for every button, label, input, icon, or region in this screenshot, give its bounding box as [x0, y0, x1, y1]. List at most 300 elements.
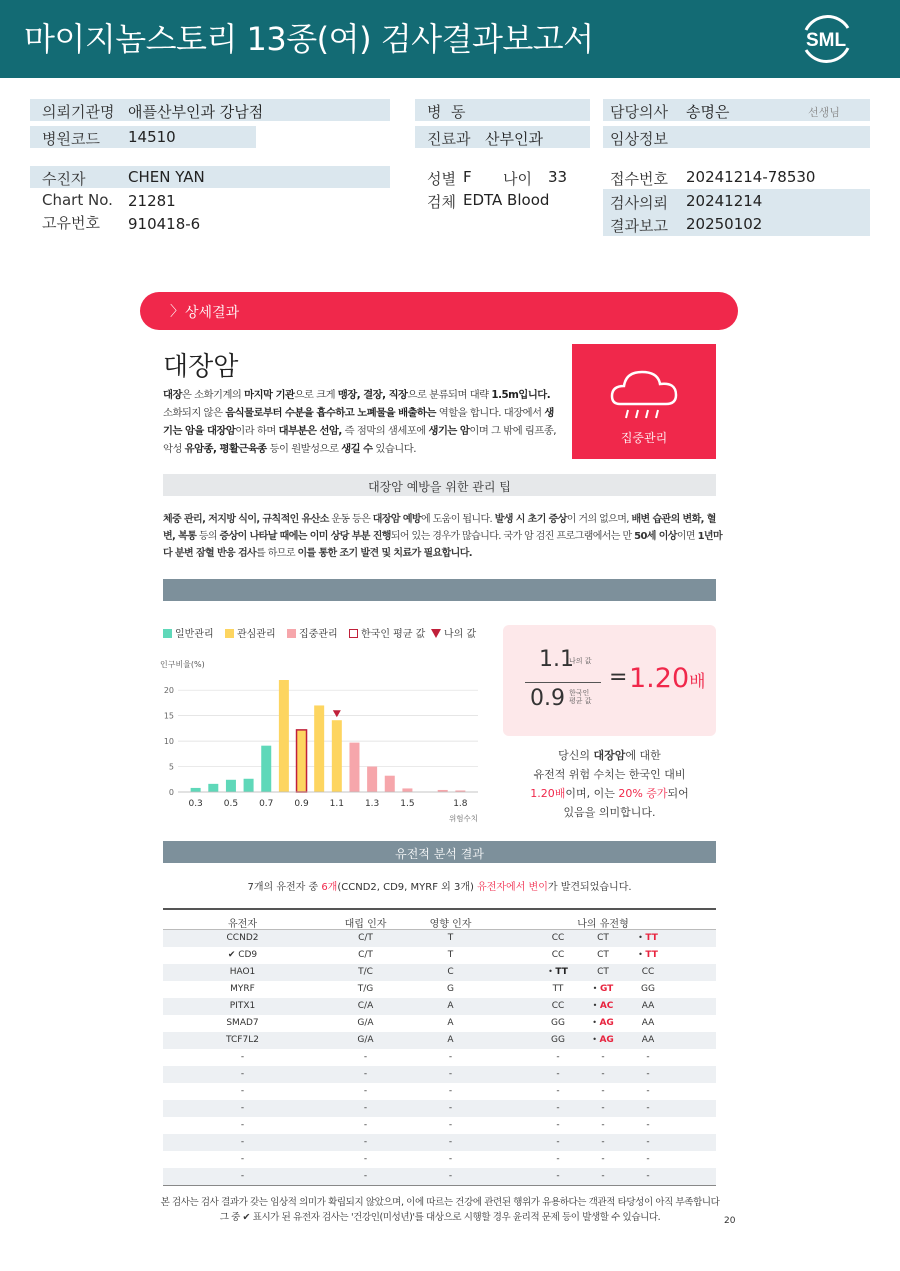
genotype: CT [597, 933, 609, 943]
triangle-down-icon [431, 629, 441, 638]
disclaimer [120, 1195, 760, 1225]
risk-distribution-chart [160, 655, 490, 830]
check-icon: ✔ [227, 950, 239, 960]
effect-allele: - [448, 1137, 453, 1147]
table-row [163, 1015, 716, 1032]
legend-label: 관심관리 [237, 629, 276, 640]
table-row [163, 1049, 716, 1066]
legend-swatch [287, 629, 296, 638]
legend-item [431, 625, 476, 640]
table-row [163, 1100, 716, 1117]
table-row [163, 1151, 716, 1168]
disclaimer-line1: 본 검사는 검사 결과가 갖는 임상적 의미가 확립되지 않았으며, 이에 따르는 건강에 관련된 행위가 유용하다는 객관적 타당성이 아직 부족합니다 [160, 1197, 720, 1208]
chart-bar [314, 705, 324, 792]
x-tick-label: 1.3 [364, 799, 380, 809]
text-run: 1년마다 분변 잠혈 반응 검사 [163, 531, 723, 559]
tips-title: 대장암 예방을 위한 관리 팁 [368, 480, 511, 494]
legend-outline-swatch [349, 629, 358, 638]
text-run: 으로 분류되며 대략 [407, 389, 492, 401]
x-tick-label: 1.5 [400, 799, 415, 809]
effect-allele: - [448, 1154, 453, 1164]
gene-name [200, 933, 285, 943]
text-run: 마지막 기관 [244, 389, 295, 401]
gene-label: HAO1 [229, 967, 256, 977]
my-genotype: TT [645, 950, 658, 960]
sml-logo-icon [796, 10, 856, 68]
unique-id-label: 고유번호 [42, 214, 100, 232]
summary-ratio: 1.20배 [530, 787, 566, 800]
legend-label: 일반관리 [175, 629, 214, 640]
allele: G/A [357, 1035, 374, 1045]
header-gene: 유전자 [228, 919, 257, 930]
effect-allele: A [447, 1001, 454, 1011]
gene-summary [163, 878, 716, 893]
chart-bar [349, 743, 359, 792]
genotype: - [646, 1052, 650, 1062]
text-run: 생기는 암 [428, 425, 470, 437]
gene-label: - [240, 1103, 245, 1113]
gene-label: CD9 [238, 950, 258, 960]
text-run: 대장 [163, 389, 182, 401]
chart-bar [208, 784, 218, 792]
genotype: CC [551, 933, 565, 943]
x-tick-label: 1.1 [329, 799, 344, 809]
chart-bar [332, 720, 342, 792]
logo-text: SML [805, 30, 847, 51]
gene-name [200, 1018, 285, 1028]
legend-item [163, 625, 214, 640]
genotype [583, 1001, 623, 1011]
receipt-value: 20241214-78530 [686, 168, 816, 186]
legend-item [349, 625, 425, 640]
chart-bar [191, 788, 201, 792]
gene-label: - [240, 1052, 245, 1062]
header-effect: 영향 인자 [429, 919, 472, 930]
genotype [583, 984, 623, 994]
genotype: - [601, 1086, 605, 1096]
bullet-icon: • [548, 967, 556, 976]
text-run: 이라 하며 [235, 425, 279, 437]
gene-label: - [240, 1137, 245, 1147]
specimen-value: EDTA Blood [463, 191, 550, 209]
effect-allele: - [448, 1120, 453, 1130]
chart-bar [226, 780, 236, 792]
genotype: AA [641, 1001, 655, 1011]
allele: - [363, 1137, 368, 1147]
summary-text: 에 대한 [625, 749, 661, 762]
bullet-icon: • [592, 1035, 600, 1044]
my-genotype: AC [599, 1001, 614, 1011]
gene-name [200, 967, 285, 977]
genotype: - [556, 1154, 560, 1164]
genotype: - [556, 1069, 560, 1079]
text-run: 음식물로부터 수분을 흡수하고 노폐물을 배출하는 [225, 407, 436, 419]
ratio-result [629, 663, 706, 694]
my-genotype: GT [599, 984, 614, 994]
genotype: - [601, 1120, 605, 1130]
tips-title-bar [163, 474, 716, 496]
table-bottom-rule [163, 1185, 716, 1186]
allele: T/C [358, 967, 373, 977]
genotype: TT [552, 984, 564, 994]
effect-allele: - [448, 1052, 453, 1062]
text-run: 이를 통한 조기 발견 및 치료 [297, 548, 412, 559]
gene-name [200, 1035, 285, 1045]
effect-allele: - [448, 1171, 453, 1181]
gene-summary-highlight: 유전자에서 변이 [477, 882, 548, 893]
text-run: 있습니다. [372, 443, 416, 455]
bullet-icon: • [592, 1001, 600, 1010]
gene-table-header [163, 908, 716, 930]
check-icon: ✔ [242, 1212, 251, 1223]
gene-summary-text: 7개의 유전자 중 [247, 882, 322, 893]
clinical-label: 임상정보 [610, 130, 668, 148]
avg-value-number: 0.9 [530, 686, 565, 711]
y-tick-label: 0 [168, 788, 174, 797]
gene-name [200, 950, 285, 960]
y-tick-label: 10 [163, 737, 174, 747]
request-label: 검사의뢰 [610, 194, 668, 212]
text-run: 배변 습관의 변화, 혈변, 복통 [163, 514, 716, 542]
y-tick-label: 20 [163, 686, 174, 696]
table-row [163, 998, 716, 1015]
my-value-number: 1.1 [539, 647, 574, 672]
table-row [163, 1032, 716, 1049]
gene-label: CCND2 [226, 933, 259, 943]
summary-text: 당신의 [558, 749, 594, 762]
summary-text: 유전적 위험 수치는 한국인 대비 [533, 768, 686, 781]
department-label: 진료과 [427, 130, 471, 148]
allele: - [363, 1103, 368, 1113]
doctor-label: 담당의사 [610, 103, 668, 121]
x-tick-label: 0.3 [188, 799, 203, 809]
gene-name [200, 1120, 285, 1130]
gene-name [200, 1001, 285, 1011]
risk-summary [503, 746, 716, 822]
avg-value-caption [569, 689, 592, 705]
genotype: - [601, 1154, 605, 1164]
table-row [163, 1168, 716, 1185]
genotype: - [646, 1154, 650, 1164]
receipt-label: 접수번호 [610, 170, 668, 188]
legend-label: 한국인 평균 값 [361, 629, 426, 640]
doctor-value: 송명은 [686, 103, 730, 121]
x-tick-label: 1.8 [453, 799, 468, 809]
genotype: - [646, 1086, 650, 1096]
gene-summary-text: 가 발견되었습니다. [547, 882, 632, 893]
bullet-icon: • [592, 1018, 600, 1027]
chart-no-label: Chart No. [42, 191, 113, 209]
table-row [163, 1117, 716, 1134]
effect-allele: A [447, 1035, 454, 1045]
text-run: 가 필요합니다. [411, 548, 473, 559]
genotype: GG [551, 1035, 565, 1045]
gene-name [200, 1086, 285, 1096]
chart-bar [385, 776, 395, 792]
effect-allele: G [447, 984, 454, 994]
text-run: 등이 원발성으로 [266, 443, 342, 455]
chart-bar [367, 767, 377, 792]
genotype: - [646, 1103, 650, 1113]
disease-description [163, 386, 558, 458]
ward-label: 병 동 [427, 103, 466, 121]
ratio-card [503, 625, 716, 736]
genotype: - [646, 1137, 650, 1147]
bullet-icon: • [592, 984, 600, 993]
request-value: 20241214 [686, 192, 763, 210]
ratio-result-unit: 배 [689, 672, 706, 692]
detail-result-band [140, 292, 738, 330]
allele: T/G [357, 984, 374, 994]
my-genotype: TT [645, 933, 658, 943]
effect-allele: A [447, 1018, 454, 1028]
text-run: 역할을 합니다. 대장에서 [435, 407, 545, 419]
text-run: 유암종, 평활근육종 [184, 443, 267, 455]
gene-table-body [163, 930, 716, 1185]
text-run: 생기는 암을 대장암 [163, 407, 554, 437]
genotype: - [601, 1171, 605, 1181]
text-run: 증상이 나타날 때에는 이미 상당 부분 진행 [219, 531, 391, 542]
x-tick-label: 0.9 [294, 799, 309, 809]
text-run: 50세 이상 [634, 531, 677, 542]
gene-label: MYRF [230, 984, 255, 994]
avg-caption-line1: 한국인 [569, 689, 590, 697]
department-value: 산부인과 [485, 130, 543, 148]
report-value: 20250102 [686, 215, 763, 233]
genotype: GG [551, 1018, 565, 1028]
genotype: - [646, 1120, 650, 1130]
my-value-caption: 나의 값 [569, 657, 592, 665]
effect-allele: - [448, 1069, 453, 1079]
gene-label: - [240, 1069, 245, 1079]
allele: - [363, 1171, 368, 1181]
legend-label: 나의 값 [444, 629, 477, 640]
x-tick-label: 0.7 [259, 799, 274, 809]
avg-caption-line2: 평균 값 [569, 697, 592, 705]
age-value: 33 [548, 168, 568, 186]
legend-item [225, 625, 276, 640]
text-run: 체중 관리, 저지방 식이, [163, 514, 263, 525]
summary-text: 있음을 의미합니다. [563, 806, 656, 819]
genotype: - [646, 1171, 650, 1181]
summary-text: 되어 [667, 787, 689, 800]
genotype: CT [597, 950, 609, 960]
tips-text [163, 511, 723, 562]
chart-section-bar [163, 579, 716, 601]
genotype [628, 950, 668, 960]
chart-no-value: 21281 [128, 192, 176, 210]
x-tick-label: 0.5 [223, 799, 239, 809]
disease-title: 대장암 [163, 352, 239, 382]
x-axis-label: 위험수치 [449, 814, 478, 823]
sex-value: F [463, 168, 472, 186]
chart-bar [261, 746, 271, 792]
my-genotype: TT [555, 967, 568, 977]
summary-text: 이며, 이는 [565, 787, 619, 800]
my-genotype: AG [599, 1018, 614, 1028]
table-row [163, 947, 716, 964]
genotype [583, 1018, 623, 1028]
y-tick-label: 15 [163, 711, 174, 721]
effect-allele: - [448, 1086, 453, 1096]
chart-bar [297, 730, 307, 792]
genotype [628, 933, 668, 943]
text-run: 으로 크게 [294, 389, 338, 401]
gene-name [200, 1137, 285, 1147]
chart-bar [244, 779, 254, 792]
text-run: 를 하므로 [256, 548, 298, 559]
risk-level-label: 집중관리 [620, 431, 668, 445]
legend-item [287, 625, 338, 640]
institution-label: 의뢰기관명 [42, 103, 115, 121]
report-title: 마이지놈스토리 13종(여) 검사결과보고서 [24, 20, 594, 58]
text-run: 1.5m입니다. [491, 389, 551, 401]
text-run: 생길 수 [341, 443, 373, 455]
summary-increase: 20% 증가 [618, 787, 668, 800]
detail-result-label: 상세결과 [185, 305, 240, 321]
allele: C/T [358, 933, 373, 943]
genotype [538, 967, 578, 977]
effect-allele: T [447, 933, 454, 943]
legend-swatch [225, 629, 234, 638]
chart-bar [402, 788, 412, 792]
doctor-suffix: 선생님 [808, 106, 840, 119]
genotype: AA [641, 1035, 655, 1045]
text-run: 대장암 예방 [372, 514, 421, 525]
gene-name [200, 1103, 285, 1113]
y-tick-label: 5 [168, 762, 174, 772]
report-header [0, 0, 900, 78]
rain-cloud-icon [572, 358, 716, 438]
allele: C/A [357, 1001, 374, 1011]
allele: - [363, 1052, 368, 1062]
text-run: 맹장, 결장, 직장 [337, 389, 408, 401]
genotype [583, 1035, 623, 1045]
age-label: 나이 [503, 170, 532, 188]
genotype: AA [641, 1018, 655, 1028]
legend-label: 집중관리 [299, 629, 338, 640]
table-row [163, 1066, 716, 1083]
genotype: - [601, 1103, 605, 1113]
hospital-code-value: 14510 [128, 128, 176, 146]
table-row [163, 1083, 716, 1100]
gene-name [200, 1171, 285, 1181]
header-genotype: 나의 유전형 [577, 919, 629, 930]
text-run: 등의 [196, 531, 220, 542]
my-value-marker [333, 710, 341, 717]
allele: - [363, 1154, 368, 1164]
gene-label: - [240, 1171, 245, 1181]
text-run: 규칙적인 유산소 [262, 514, 329, 525]
fraction-line [525, 682, 601, 683]
text-run: 즉 점막의 샘세포에 [341, 425, 429, 437]
disclaimer-text: 그 중 [219, 1212, 243, 1223]
summary-disease: 대장암 [593, 749, 626, 762]
gene-label: - [240, 1086, 245, 1096]
hospital-code-label: 병원코드 [42, 130, 100, 148]
specimen-label: 검체 [427, 193, 456, 211]
gene-table [163, 908, 716, 1186]
text-run: 되어 있는 경우가 많습니다. 국가 암 검진 프로그램에서는 만 [390, 531, 635, 542]
genotype: - [601, 1052, 605, 1062]
bullet-icon: • [638, 950, 646, 959]
risk-level-card [572, 344, 716, 459]
genotype: - [556, 1086, 560, 1096]
allele: - [363, 1120, 368, 1130]
allele: C/T [358, 950, 373, 960]
genotype: CC [551, 950, 565, 960]
gene-name [200, 984, 285, 994]
page-number: 20 [724, 1216, 736, 1226]
genotype: CC [641, 967, 655, 977]
ratio-result-value: 1.20 [629, 663, 690, 694]
genotype: - [556, 1052, 560, 1062]
my-genotype: AG [599, 1035, 614, 1045]
genotype: CC [551, 1001, 565, 1011]
sex-label: 성별 [427, 170, 456, 188]
gene-name [200, 1069, 285, 1079]
disclaimer-text: 표시가 된 유전자 검사는 '건강인(미성년)'를 대상으로 시행할 경우 윤리적 문제 등이 발생할 수 있습니다. [250, 1212, 661, 1223]
text-run: 이 거의 없으며, [566, 514, 632, 525]
legend-swatch [163, 629, 172, 638]
allele: - [363, 1069, 368, 1079]
gene-result-bar [163, 841, 716, 863]
text-run: 이며 그 밖에 림프종, 악성 [163, 425, 557, 455]
text-run: 은 소화기계의 [181, 389, 245, 401]
genotype: - [601, 1137, 605, 1147]
genotype: - [556, 1137, 560, 1147]
table-row [163, 981, 716, 998]
genotype: - [556, 1120, 560, 1130]
text-run: 대부분은 선암, [278, 425, 342, 437]
patient-label: 수진자 [42, 170, 86, 188]
gene-name [200, 1154, 285, 1164]
report-label: 결과보고 [610, 217, 668, 235]
table-row [163, 1134, 716, 1151]
genotype: - [646, 1069, 650, 1079]
genotype: - [556, 1103, 560, 1113]
text-run: 소화되지 않은 [163, 407, 226, 419]
bullet-icon: • [638, 933, 646, 942]
allele: - [363, 1086, 368, 1096]
equals-sign: = [609, 665, 628, 690]
unique-id-value: 910418-6 [128, 215, 201, 233]
header-allele: 대립 인자 [344, 919, 387, 930]
effect-allele: - [448, 1103, 453, 1113]
genotype: GG [641, 984, 655, 994]
text-run: 이면 [676, 531, 698, 542]
gene-name [200, 1052, 285, 1062]
text-run: 운동 등은 [328, 514, 373, 525]
effect-allele: T [447, 950, 454, 960]
text-run: 에 도움이 됩니다. [420, 514, 495, 525]
patient-value: CHEN YAN [128, 168, 205, 186]
table-row [163, 930, 716, 947]
text-run: 발생 시 초기 증상 [494, 514, 567, 525]
genotype: - [601, 1069, 605, 1079]
gene-label: TCF7L2 [226, 1035, 259, 1045]
chevron-right-icon: 〉 [170, 304, 184, 320]
genotype: - [556, 1171, 560, 1181]
gene-label: PITX1 [229, 1001, 256, 1011]
chart-bar [279, 680, 289, 792]
effect-allele: C [447, 967, 454, 977]
table-row [163, 964, 716, 981]
gene-label: SMAD7 [226, 1018, 259, 1028]
institution-value: 애플산부인과 강남점 [128, 103, 264, 121]
gene-label: - [240, 1120, 245, 1130]
allele: G/A [357, 1018, 374, 1028]
